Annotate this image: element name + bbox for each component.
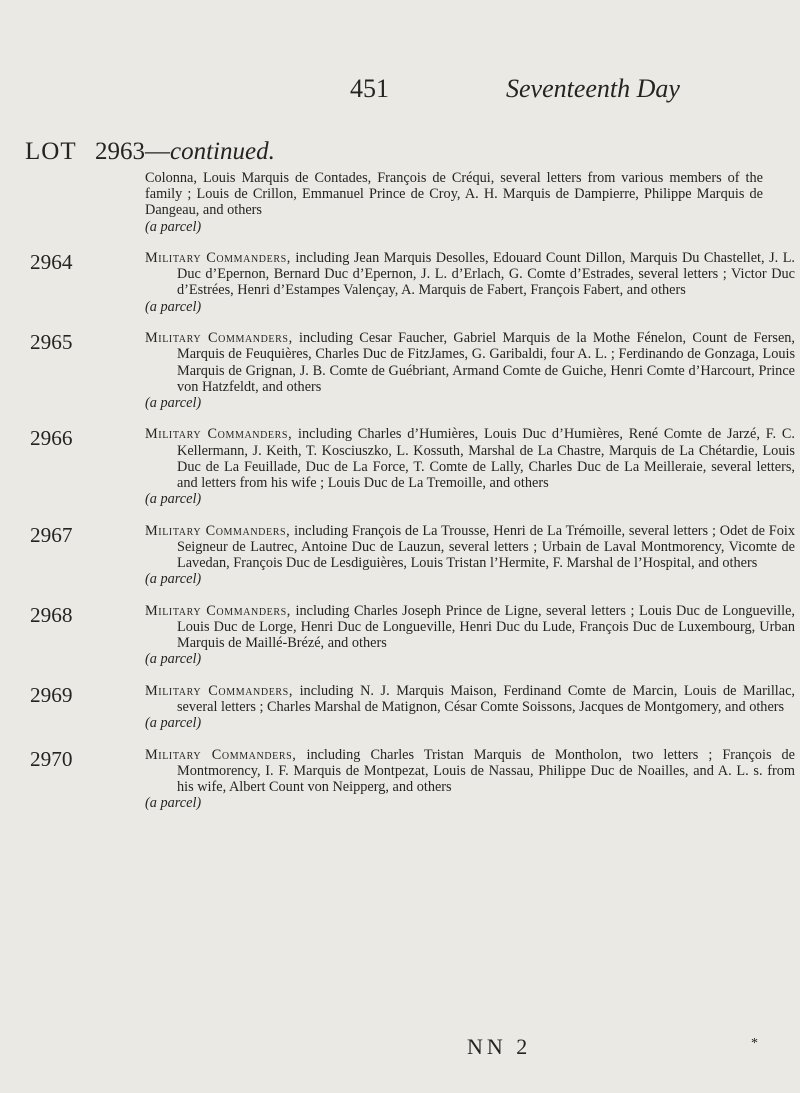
- lot-parcel: (a parcel): [145, 394, 202, 411]
- lot-heading: Military Commanders,: [145, 250, 291, 267]
- lot-number: 2964: [30, 250, 73, 275]
- lot-heading: Military Commanders,: [145, 426, 293, 443]
- lot-description: [145, 523, 795, 588]
- page-header: [0, 74, 800, 114]
- lot-heading: Military Commanders,: [145, 522, 291, 539]
- lot-parcel: (a parcel): [145, 795, 202, 812]
- lot-description: [145, 747, 795, 812]
- lot-number: 2965: [30, 330, 73, 355]
- running-head: Seventeenth Day: [506, 74, 680, 103]
- lot-description: [145, 330, 795, 411]
- lot-number: 2970: [30, 746, 73, 771]
- lot-heading: Military Commanders,: [145, 682, 294, 699]
- lot-description: [145, 250, 795, 315]
- lot-number: 2966: [30, 426, 73, 451]
- lot-number: 2968: [30, 602, 73, 627]
- lot-text: including Charles Joseph Prince de Ligne, several letters ; Louis Duc de Longueville, Louis Duc de Lorge, Henri Duc de Longueville, Henri Duc du Lude, François Duc de Luxembourg, Urban Marquis de Maillé-Brézé, and others: [177, 602, 795, 652]
- lot-text: including Cesar Faucher, Gabriel Marquis de la Mothe Fénelon, Count de Fersen, Marquis de Feuquières, Charles Duc de FitzJames, G. Garibaldi, four A. L. ; Ferdinando de Gonzaga, Louis Marquis de Grignan, J. B. Comte de Guébriant, Armand Comte de Guiche, Henri Comte d’Harcourt, Prince von Hatzfeldt, and others: [177, 330, 795, 395]
- lot-text: including Charles d’Humières, Louis Duc d’Humières, René Comte de Jarzé, F. C. Kellermann, J. Keith, T. Kosciuszko, L. Kossuth, Marshal de La Chastre, Marquis de La Chétardie, Louis Duc de La Feuillade, Duc de La Force, T. Comte de Lally, Charles Duc de La Meilleraie, several letters, and letters from his wife ; Louis Duc de La Tremoille, and others: [177, 426, 795, 491]
- lot-heading: Military Commanders,: [145, 746, 297, 763]
- lot-parcel: (a parcel): [145, 651, 202, 668]
- continued-label: continued.: [170, 138, 275, 165]
- signature-mark: NN 2: [467, 1034, 532, 1059]
- lot-description: [145, 426, 795, 507]
- lot-parcel: (a parcel): [145, 218, 202, 235]
- lot-text: including Jean Marquis Desolles, Edouard Count Dillon, Marquis Du Chastellet, J. L. Duc d’Epernon, Bernard Duc d’Epernon, J. L. d’Erlach, G. Comte d’Estrades, several letters ; Victor Duc d’Estrées, Henri d’Estampes Valençay, A. Marquis de Fabert, François Fabert, and others: [177, 250, 795, 299]
- lot-parcel: (a parcel): [145, 491, 202, 508]
- lot-text: including N. J. Marquis Maison, Ferdinand Comte de Marcin, Louis de Marillac, several letters ; Charles Marshal de Matignon, César Comte Soissons, Jacques de Montgomery, and others: [177, 682, 796, 715]
- lot-number: 2969: [30, 682, 73, 707]
- lot-continued-heading: [95, 138, 275, 166]
- lot-text: including Charles Tristan Marquis de Montholon, two letters ; François de Montmorency, I. F. Marquis de Montpezat, Louis de Nassau, Philippe Duc de Noailles, and A. L. s. from his wife, Albert Count von Neipperg, and others: [177, 746, 796, 796]
- lot-label: LOT: [25, 138, 77, 165]
- lot-parcel: (a parcel): [145, 571, 202, 588]
- lot-description: [145, 603, 795, 668]
- page-number: 451: [350, 74, 389, 103]
- lot-description: [145, 170, 763, 235]
- footer-asterisk: *: [751, 1036, 758, 1051]
- lot-parcel: (a parcel): [145, 298, 202, 315]
- lot-parcel: (a parcel): [145, 715, 202, 732]
- lot-heading: Military Commanders,: [145, 330, 293, 347]
- lot-text: including François de La Trousse, Henri de La Trémoille, several letters ; Odet de Foix Seigneur de Lautrec, Antoine Duc de Lauzun, several letters ; Urbain de Laval Montmorency, Vicomte de Lavedan, François Duc de Lesdiguières, Louis Tristan l’Hermite, F. Marshal de l’Hospital, and others: [177, 522, 795, 572]
- lot-number: 2967: [30, 522, 73, 547]
- lot-heading: Military Commanders,: [145, 602, 291, 619]
- lot-description: [145, 683, 795, 732]
- continued-lot-number: 2963—: [95, 138, 170, 165]
- lot-text: Colonna, Louis Marquis de Contades, François de Créqui, several letters from various members of the family ; Louis de Crillon, Emmanuel Prince de Croy, A. H. Marquis de Dampierre, Philippe Marquis de Dangeau, and others: [145, 170, 763, 219]
